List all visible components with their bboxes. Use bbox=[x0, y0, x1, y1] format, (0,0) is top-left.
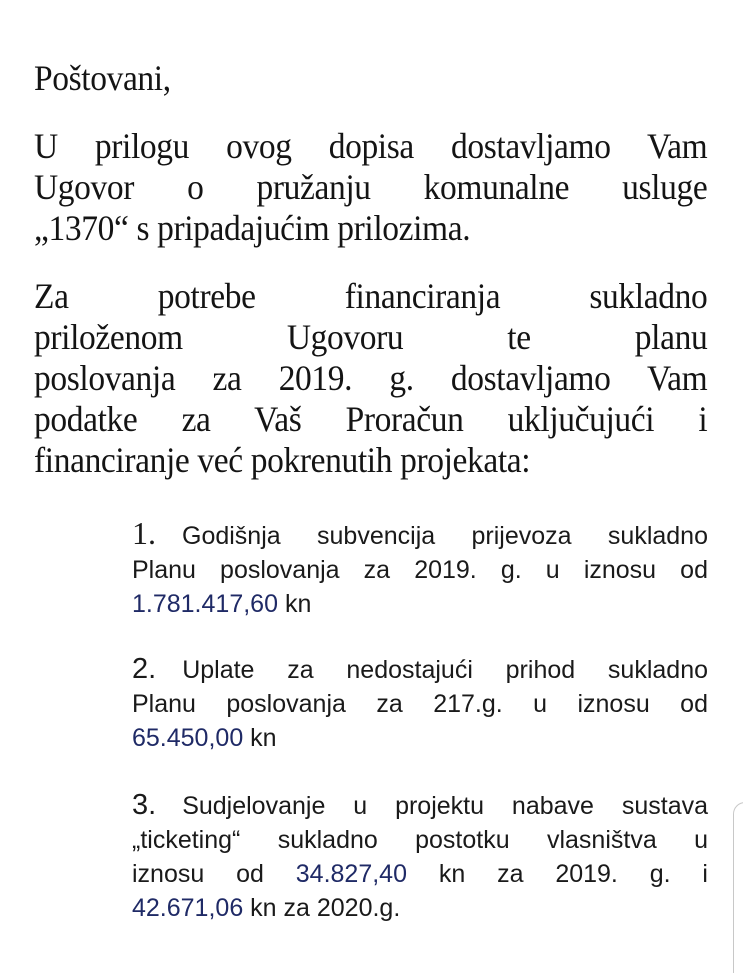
paragraph-line: poslovanja za 2019. g. dostavljamo Vam bbox=[34, 358, 708, 398]
paragraph-line: Ugovor o pružanju komunalne usluge bbox=[34, 167, 708, 207]
list-item-text: iznosu od bbox=[132, 860, 264, 888]
list-item-text: Sudjelovanje u projektu nabave sustava bbox=[182, 792, 708, 820]
amount-value: 1.781.417,60 bbox=[132, 590, 278, 618]
amount-value: 65.450,00 bbox=[132, 724, 244, 752]
list-item-ticketing-project bbox=[132, 788, 708, 925]
list-item-number: 1. bbox=[132, 515, 156, 551]
list-item-number: 3. bbox=[132, 789, 157, 821]
amount-value-2019: 34.827,40 bbox=[295, 860, 407, 888]
paragraph-line: Za potrebe financiranja sukladno bbox=[34, 276, 708, 316]
list-item-text: Planu poslovanja za 217.g. u iznosu od bbox=[132, 690, 708, 718]
paragraph-line: priloženom Ugovoru te planu bbox=[34, 317, 708, 357]
paragraph-line: „1370“ s pripadajućim prilozima. bbox=[34, 208, 471, 248]
list-item-text: „ticketing“ sukladno postotku vlasništva u bbox=[132, 826, 708, 854]
paragraph-line: financiranje već pokrenutih projekata: bbox=[34, 440, 531, 480]
greeting-text: Poštovani, bbox=[34, 58, 171, 98]
currency-label: kn bbox=[284, 590, 312, 618]
paragraph-line: U prilogu ovog dopisa dostavljamo Vam bbox=[34, 126, 708, 166]
paragraph-contract-attachment bbox=[34, 126, 707, 249]
list-item-text: kn za 2020.g. bbox=[250, 894, 401, 922]
list-item-text: Planu poslovanja za 2019. g. u iznosu od bbox=[132, 556, 708, 584]
list-item-number: 2. bbox=[132, 653, 157, 685]
amount-value-2020: 42.671,06 bbox=[132, 894, 244, 922]
list-item-text: Godišnja subvencija prijevoza sukladno bbox=[182, 522, 708, 550]
list-item-missing-revenue bbox=[132, 652, 708, 755]
list-item-annual-subsidy bbox=[132, 516, 708, 621]
currency-label: kn bbox=[250, 724, 277, 752]
list-item-text: Uplate za nedostajući prihod sukladno bbox=[182, 656, 708, 684]
greeting bbox=[34, 58, 707, 99]
page-edge-bracket bbox=[733, 802, 743, 973]
list-item-text: kn za 2019. g. i bbox=[438, 860, 708, 888]
paragraph-financing bbox=[34, 276, 707, 481]
paragraph-line: podatke za Vaš Proračun uključujući i bbox=[34, 399, 708, 439]
